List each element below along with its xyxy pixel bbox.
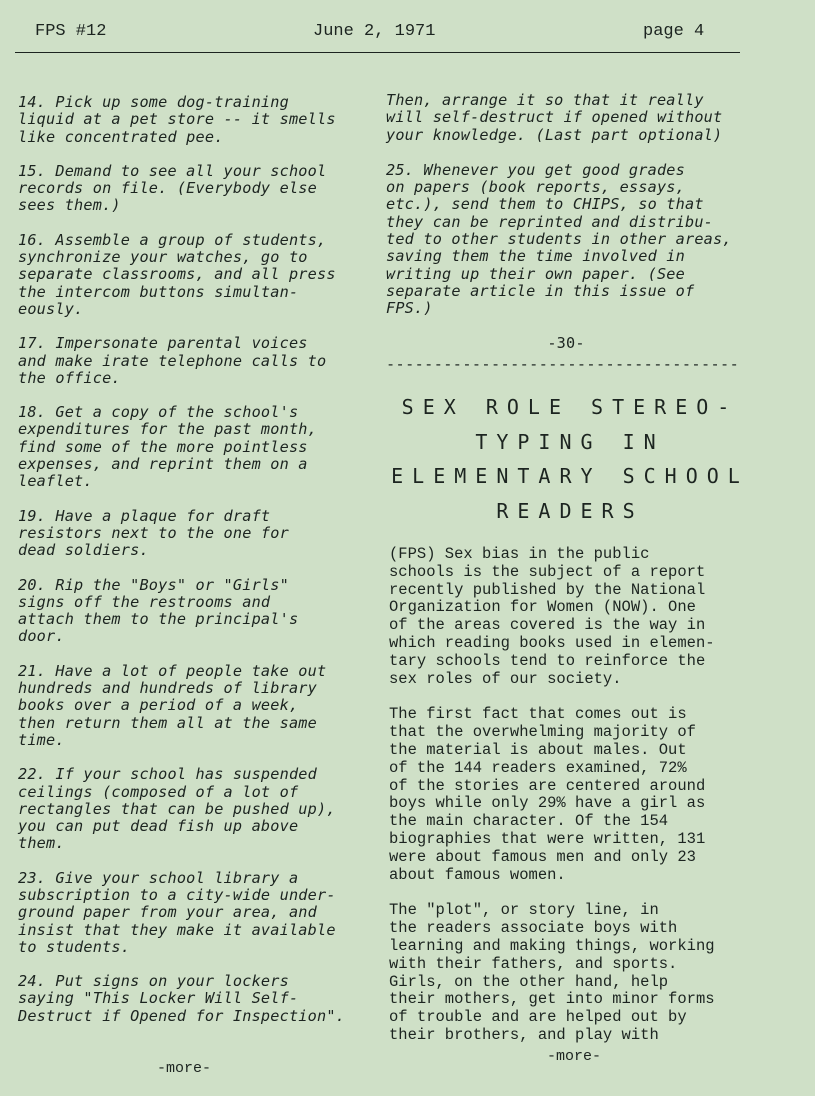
more-left: -more-: [157, 1060, 212, 1077]
page-number: page 4: [643, 22, 705, 41]
list-item: 15. Demand to see all your school records on file. (Everybody else sees them.): [18, 161, 327, 215]
list-item: 25. Whenever you get good grades on papers (book reports, essays, etc.), send them to CHIPS, so that they can be reprinted and distribu- ted to other students in other areas, saving them the time involved in writing up their own paper. (See separate article in this issue of FPS.): [386, 160, 732, 318]
page-header: [0, 22, 815, 52]
section-end-marker: -30-: [547, 333, 585, 352]
article-title: SEX ROLE STEREO- TYPING IN ELEMENTARY SCHOOL READERS: [391, 395, 749, 523]
issue-number: FPS #12: [35, 22, 107, 41]
list-item: 21. Have a lot of people take out hundreds and hundreds of library books over a period of a week, then return them all at the same time.: [18, 661, 327, 749]
article-body: [389, 546, 774, 1063]
right-column-top: [386, 92, 776, 373]
more-right: -more-: [547, 1048, 602, 1065]
article-paragraph: The first fact that comes out is that the overwhelming majority of the material is about males. Out of the 144 readers examined, 72% of the stories are centered around boys while only 29% have a girl as the main character. Of the 154 biographies that were written, 131 were about famous men and only 23 about famous women.: [389, 705, 706, 884]
list-item: 16. Assemble a group of students, synchronize your watches, go to separate classrooms, and all press the intercom buttons simultan- eously.: [18, 230, 336, 318]
list-item: 17. Impersonate parental voices and make irate telephone calls to the office.: [18, 334, 327, 387]
left-column: [18, 94, 378, 1042]
list-item: 18. Get a copy of the school's expenditures for the past month, find some of the more pointless expenses, and reprint them on a leaflet.: [18, 403, 317, 491]
issue-date: June 2, 1971: [313, 22, 436, 41]
article-paragraph: (FPS) Sex bias in the public schools is the subject of a report recently published by the National Organization for Women (NOW). One of the areas covered is the way in which reading books used in elemen- tary schools tend to reinforce the sex roles of our society.: [389, 545, 715, 688]
list-item: 22. If your school has suspended ceilings (composed of a lot of rectangles that can be pushed up), you can put dead fish up above them.: [18, 765, 336, 853]
list-item: 14. Pick up some dog-training liquid at a pet store -- it smells like concentrated pee.: [18, 93, 336, 146]
article-paragraph: The "plot", or story line, in the readers associate boys with learning and making things, working with their fathers, and sports. Girls, on the other hand, help their mothers, get into minor forms of trouble and are helped out by their brothers, and play with: [389, 901, 715, 1044]
item-24-continuation: Then, arrange it so that it really will self-destruct if opened without your knowledge. (Last part optional): [386, 91, 723, 144]
section-divider: -------------------------------------: [386, 355, 740, 373]
header-rule: [15, 52, 740, 53]
list-item: 19. Have a plaque for draft resistors next to the one for dead soldiers.: [18, 506, 289, 560]
list-item: 20. Rip the "Boys" or "Girls" signs off the restrooms and attach them to the principal's door.: [18, 575, 299, 646]
list-item: 23. Give your school library a subscription to a city-wide under- ground paper from your area, and insist that they make it available to students.: [18, 868, 336, 956]
list-item: 24. Put signs on your lockers saying "This Locker Will Self- Destruct if Opened for Inspection".: [18, 972, 346, 1025]
